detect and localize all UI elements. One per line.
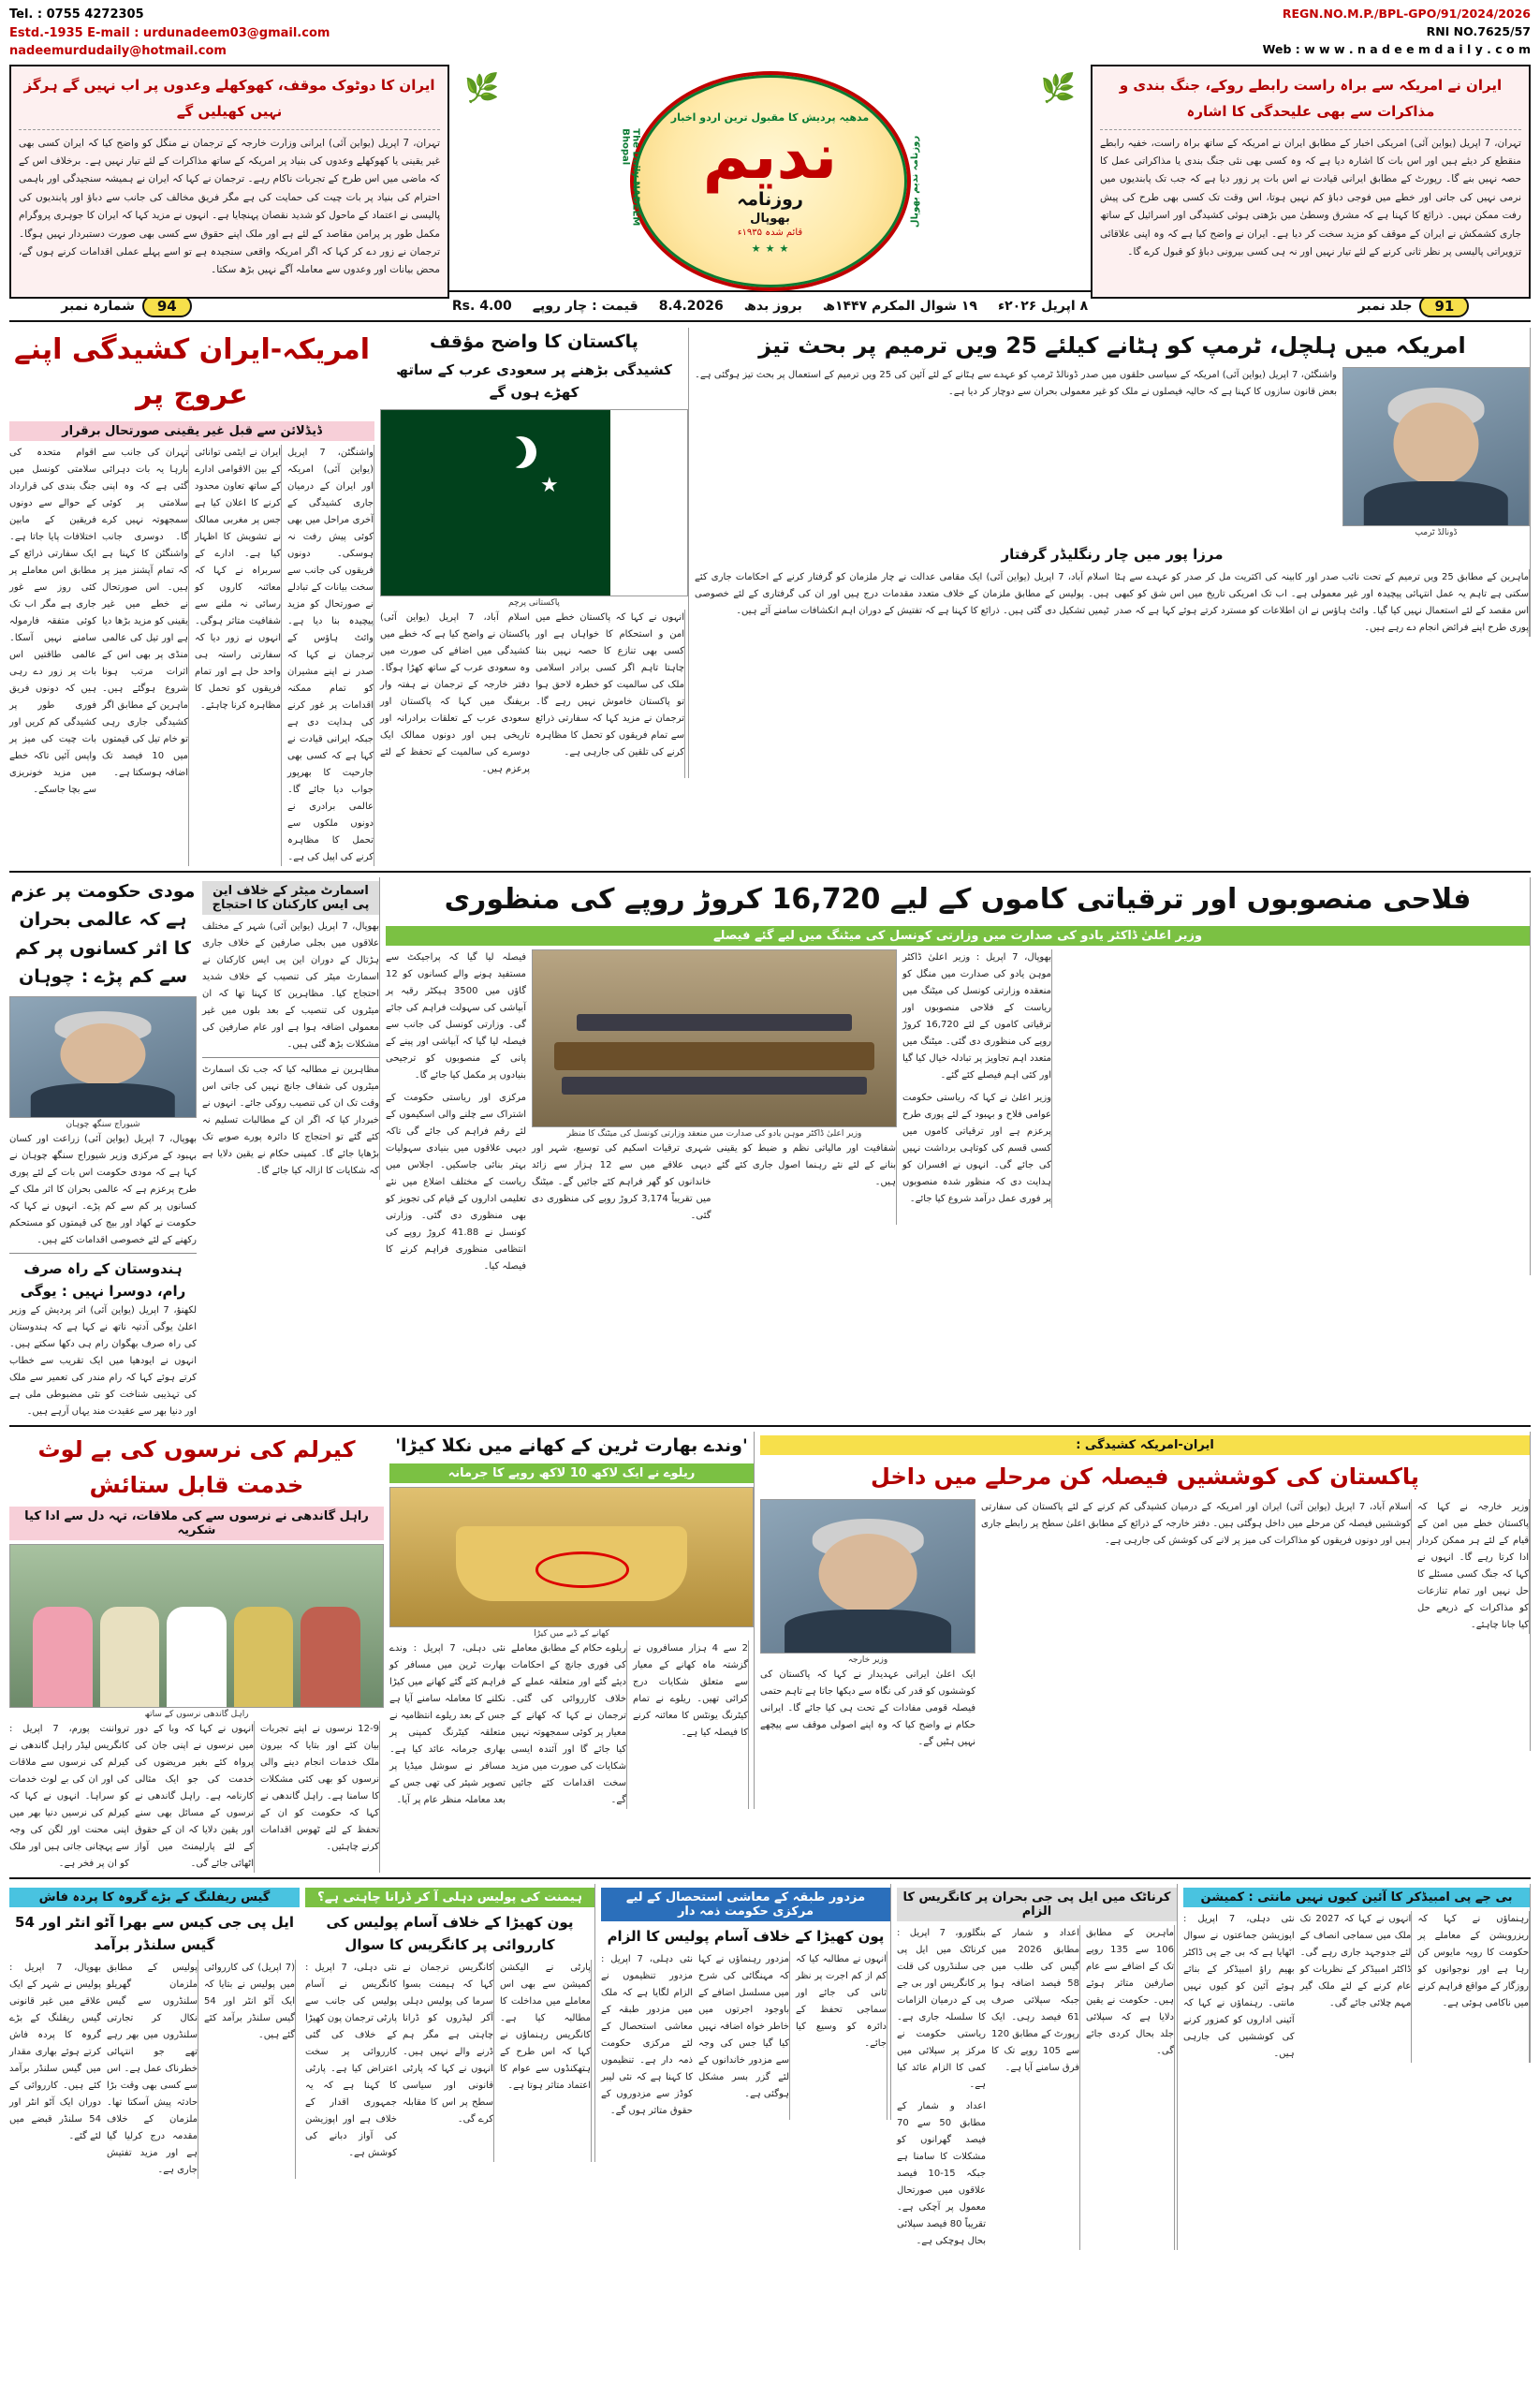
star-icon: ★ [751, 242, 761, 255]
chouhan-col-1: بھوپال، 7 اپریل (یواین آئی) زراعت اور کسان بہبود کے مرکزی وزیر شیوراج سنگھ چوہان نے کہا ہے کہ مودی حکومت اس بات کے لئے پوری طرح پرعزم ہے کہ عالمی بحران کا اثر ملک کے کسانوں پر کم سے کم پڑے۔ انہوں نے کہا کہ حکومت نے کھاد اور بیج کی قیمتوں کو مستحکم رکھنے کے لئے خصوصی اقدامات کئے ہیں۔ [9, 1133, 198, 1245]
trump-photo-caption: ڈونالڈ ٹرمپ [1415, 528, 1458, 538]
divider-chouhan [9, 1253, 197, 1254]
price-value: Rs. 4.00 [451, 299, 512, 314]
ambedkar-col-3: رہنماؤں نے کہا کہ ریزرویشن کے معاملے پر حکومت کا رویہ مایوس کن رہا ہے اور نوجوانوں کو روزگار کے مواقع فراہم کرنے میں ناکامی ہوئی ہے۔ [1417, 1911, 1530, 2063]
train-col-2: ریلوے حکام کے مطابق معاملے کی فوری جانچ کے احکامات دیئے گئے اور متعلقہ عملے کے خلاف کارروائی کی گئی۔ ترجمان نے کہا کہ کھانے کے معیار پر کوئی سمجھوتہ نہیں کیا جائے گا اور آئندہ ایسی شکایات کی صورت میں مزید سخت اقدامات کئے جائیں گے۔ [511, 1640, 627, 1809]
pakistan-columns [380, 610, 688, 778]
kerala-story [9, 1432, 384, 1874]
lead-story [9, 328, 374, 866]
masthead-top-bar [9, 6, 1531, 61]
masthead-left-story [9, 65, 449, 299]
logo-side-right-text: روزنامہ ندیم بھوپال [909, 135, 920, 228]
masthead-right-body: تہران، 7 اپریل (یواین آئی) امریکی اخبار کے مطابق ایران نے امریکہ کے ساتھ براہ راست، خفیہ رابطے منقطع کر دیئے ہیں اور اس بات کا اشارہ دیا ہے کہ وہ کسی بھی نئی جنگ بندی یا مذاکراتی عمل کا حصہ نہیں بنے گا۔ رپورٹ کے مطابق ایرانی قیادت نے اس بات پر زور دیا ہے کہ جب تک پابندیوں میں نرمی نہیں کی جاتی اور خطے میں فوجی دباؤ کم نہیں ہوتا، اس وقت تک کسی بھی طرح کی پیش رفت ممکن نہیں۔ ذرائع کا کہنا ہے کہ مشرق وسطیٰ میں بڑھتی ہوئی کشیدگی اور اسرائیل کے ساتھ جاری کشمکش نے ایران کے موقف کو مزید سخت کر دیا ہے۔ ایران نے واضح کیا ہے کہ وہ اپنی علاقائی تزویراتی پالیسی پر نظر ثانی کرنے کے لئے تیار نہیں اور نہ ہی کسی بیرونی دباؤ کو قبول کرے گا۔ [1100, 137, 1521, 258]
chouhan-story [9, 877, 197, 1420]
photo-table-shape [554, 1042, 873, 1070]
trump-text-block [695, 367, 1337, 539]
volume-number-label: جلد نمبر [1357, 299, 1413, 314]
gas-col-3: (7 اپریل) کی کارروائی میں پولیس نے بتایا کہ ایک آٹو انٹر اور 54 گیس سلنڈر برآمد کئے گئے ہیں۔ [204, 1960, 296, 2179]
row-2 [9, 877, 1531, 1420]
iran-pak-photo [760, 1499, 975, 1654]
logo-title: ندیم [702, 119, 838, 194]
lead-columns [9, 445, 374, 866]
iran-pak-headline: پاکستان کی کوششیں فیصلہ کن مرحلے میں داخل [871, 1463, 1419, 1490]
labour-col-2: مزدور رہنماؤں نے کہا کہ مہنگائی کی شرح میں مسلسل اضافے کے باوجود اجرتوں میں خاطر خواہ اضافہ نہیں کیا گیا جس کی وجہ سے مزدور خاندانوں کے لئے گزر بسر مشکل ہوگئی ہے۔ [698, 1951, 790, 2120]
trump-col-3: ماہرین کے مطابق 25 ویں ترمیم کے تحت نائب صدر اور کابینہ کی اکثریت مل کر صدر کو عہدے سے ہٹا سکتی ہے تاہم یہ عمل انتہائی پیچیدہ اور غیر معمولی ہے۔ اب تک امریکی تاریخ میں اس شق کو کبھی اس مقصد کے لئے استعمال نہیں کیا گیا۔ وائٹ ہاؤس نے ان اطلاعات کو مسترد کرتے ہوئے کہا ہے کہ صدر پوری طرح اپنے فرائض انجام دے رہے ہیں۔ [1115, 569, 1531, 637]
newspaper-logo [620, 71, 920, 291]
labour-col-1: نئی دہلی، 7 اپریل : مزدور تنظیموں نے الزام لگایا ہے کہ ملک میں مزدور طبقہ کے معاشی استحصال کے لئے مرکزی حکومت ذمہ دار ہے۔ تنظیموں کا کہنا ہے کہ نئی لیبر کوڈز سے مزدوروں کے حقوق متاثر ہوں گے۔ [601, 1954, 693, 2117]
lead-kicker: ڈیڈلائن سے قبل غیر یقینی صورتحال برقرار [9, 421, 374, 441]
logo-area [455, 65, 1085, 299]
logo-tagline: مدھیہ پردیش کا مقبول ترین اردو اخبار [670, 110, 870, 124]
train-story [389, 1432, 755, 1809]
welfare-body [386, 949, 1530, 1275]
pakistan-subheadline: کشیدگی بڑھنے پر سعودی عرب کے ساتھ کھڑے ہوں گے [396, 361, 672, 402]
masthead-right-headline: ایران نے امریکہ سے براہ راست رابطے روکے، جنگ بندی و مذاکرات سے بھی علیحدگی کا اشارہ [1100, 72, 1521, 130]
logo-city: بھوپال [750, 211, 790, 226]
price-label-urdu: قیمت : چار روپے [532, 299, 638, 314]
kerala-columns [9, 1721, 384, 1873]
train-kicker: ریلوے نے ایک لاکھ 10 لاکھ روپے کا جرمانہ [389, 1463, 754, 1483]
photo-person-shape [234, 1607, 294, 1707]
hijri-date: ۱۹ شوال المکرم ۱۴۴۷ھ [822, 299, 977, 314]
trump-photo [1342, 367, 1530, 526]
welfare-col-right [902, 949, 1052, 1208]
train-col-1: نئی دہلی، 7 اپریل : وندے بھارت ٹرین میں مسافر کو فراہم کئے گئے کھانے میں کیڑا نکلنے کا معاملہ سامنے آیا ہے جس کے بعد ریلوے انتظامیہ نے متعلقہ کیٹرنگ کمپنی پر بھاری جرمانہ عائد کیا ہے۔ مسافر نے سوشل میڈیا پر تصویر شیئر کی تھی جس کے بعد معاملہ منظر عام پر آیا۔ [389, 1642, 506, 1805]
wheat-right-icon: 🌿 [1040, 71, 1076, 105]
rni-line: RNI NO.7625/57 [1426, 23, 1531, 38]
masthead [9, 6, 1531, 287]
star-icon: ★ [779, 242, 789, 255]
karnataka-lpg-story [897, 1884, 1178, 2250]
trump-col-2: اسلام آباد، 7 اپریل (یواین آئی) ایک مقامی عدالت نے چار ملزمان کو گرفتار کرنے کے احکامات جاری کئے ہیں۔ پولیس کے مطابق ملزمان کے خلاف متعدد مقدمات درج ہیں اور ان کی گرفتاری کے لئے خصوصی ٹیمیں تشکیل دی گئی ہیں۔ ذرائع کا کہنا ہے کہ تفتیش کے دوران اہم انکشافات سامنے آئے ہیں۔ [695, 572, 1109, 617]
pakistan-col-2: انہوں نے کہا کہ پاکستان خطے میں امن و استحکام کا خواہاں ہے اور کسی بھی تنازع کا حصہ نہیں بننا چاہتا تاہم اگر کسی برادر اسلامی ملک کی سالمیت کو خطرہ لاحق ہوا تو پاکستان خاموش نہیں رہے گا۔ ترجمان نے مزید کہا کہ سفارتی ذرائع سے تمام فریقوں کو تحمل کا مظاہرہ کرنے کی تلقین کی جارہی ہے۔ [535, 610, 685, 778]
photo-person-shape [167, 1607, 227, 1707]
hemant-col-1: نئی دہلی، 7 اپریل : کانگریس نے آسام پولیس کی جانب سے پارٹی ترجمان پون کھیڑا کے خلاف کی گئی کارروائی پر سخت اعتراض کیا ہے۔ پارٹی کا کہنا ہے کہ یہ جمہوری اقدار کے خلاف ہے اور اپوزیشن کی آواز دبانے کی کوشش ہے۔ [305, 1963, 397, 2159]
issue-number-badge: 94 [142, 295, 192, 317]
yogi-col-1: لکھنؤ، 7 اپریل (یواین آئی) اتر پردیش کے وزیر اعلیٰ یوگی آدتیہ ناتھ نے کہا ہے کہ ہندوستان کی راہ صرف بھگوان رام ہی دکھا سکتے ہیں۔ انہوں نے ایودھیا میں ایک تقریب سے خطاب کرتے ہوئے کہا کہ رام مندر کی تعمیر سے ملک کی تہذیبی شناخت کو نئی مضبوطی ملی ہے اور دنیا بھر سے عقیدت مند یہاں آرہے ہیں۔ [9, 1304, 197, 1417]
welfare-story [386, 877, 1531, 1275]
karnataka-kicker: کرناٹک میں ایل پی جی بحران پر کانگریس کا الزام [897, 1888, 1177, 1921]
hemant-kicker: ہیمنت کی پولیس دہلی آ کر ڈرانا چاہتی ہے؟ [305, 1888, 594, 1907]
trump-headline: امریکہ میں ہلچل، ٹرمپ کو ہٹانے کیلئے 25 ویں ترمیم پر بحث تیز [758, 332, 1466, 359]
trump-top-row [695, 367, 1530, 539]
welfare-right-p2: وزیر اعلیٰ نے کہا کہ ریاستی حکومت عوامی فلاح و بہبود کے لئے پوری طرح پرعزم ہے اور ترقیاتی کاموں میں کسی قسم کی کوتاہی برداشت نہیں کی جائے گی۔ انہوں نے افسران کو ہدایت دی کہ منظور شدہ منصوبوں پر فوری عمل درآمد شروع کیا جائے۔ [902, 1093, 1051, 1204]
welfare-kicker: وزیر اعلیٰ ڈاکٹر یادو کی صدارت میں وزارتی کونسل کی میٹنگ میں لیے گئے فیصلے [386, 926, 1530, 946]
smart-meter-col-1: بھوپال، 7 اپریل (یواین آئی) شہر کے مختلف علاقوں میں بجلی صارفین کے خلاف جاری ہڑتال کے دوران این پی ایس کارکنان نے اسمارٹ میٹر کی تنصیب کے خلاف شدید احتجاج کیا۔ مظاہرین کا کہنا تھا کہ ان میٹروں کی تنصیب کے بعد بلوں میں غیر معمولی اضافہ ہوا ہے اور عام صارفین کی مشکلات بڑھ گئی ہیں۔ [202, 921, 380, 1050]
masthead-left-body: تہران، 7 اپریل (یواین آئی) ایرانی وزارت خارجہ کے ترجمان نے منگل کو واضح کیا کہ ایران کسی بھی غیر یقینی یا کھوکھلے وعدوں کی بنیاد پر امریکہ کے ساتھ مذاکرات کے لئے تیار نہیں ہے۔ برخلاف اس کے کہ ماضی میں اس طرح کے تجربات ناکام رہے۔ ترجمان نے کہا کہ ایران نے ہمیشہ سنجیدگی اور باہمی احترام کی بنیاد پر بات چیت کی حمایت کی ہے مگر فریق مخالف کی جانب سے دباؤ اور پابندیوں کی پالیسی نے اعتماد کے ماحول کو شدید نقصان پہنچایا ہے۔ انہوں نے مزید کہا کہ ایران کا جوہری پروگرام مکمل طور پر پرامن مقاصد کے لئے ہے اور ملک اپنے حقوق سے کسی بھی صورت دستبردار نہیں ہوگا۔ ترجمان نے زور دے کر کہا کہ اگر امریکہ واقعی سنجیدہ ہے تو اسے پہلے عملی اقدامات کرنے ہوں گے، محض بیانات اور وعدوں سے معاملہ آگے نہیں بڑھ سکتا۔ [19, 137, 440, 276]
mirzapur-subheadline: مرزا پور میں چار رنگلیڈر گرفتار [1001, 546, 1224, 564]
welfare-col-left [386, 949, 526, 1275]
gas-refilling-columns [9, 1960, 300, 2179]
photo-body-shape [31, 1083, 175, 1117]
welfare-mid-columns [532, 1140, 897, 1225]
train-headline: 'وندے بھارت ٹرین کے کھانے میں نکلا کیڑا' [395, 1434, 748, 1456]
web-line: Web : w w w . n a d e e m d a i l y . c o m [1262, 41, 1531, 56]
hemant-col-3: پارٹی نے الیکشن کمیشن سے بھی اس معاملے میں مداخلت کا مطالبہ کیا ہے۔ کانگریس رہنماؤں نے کہا کہ اس طرح کے ہتھکنڈوں سے عوام کا اعتماد متاثر ہوتا ہے۔ [500, 1960, 592, 2162]
volume-number-badge: 91 [1419, 295, 1469, 317]
row-3 [9, 1432, 1531, 1874]
pakistan-headline: پاکستان کا واضح مؤقف [430, 331, 638, 352]
logo-stars [752, 238, 789, 256]
iran-pak-body [760, 1499, 1530, 1751]
hemant-subhead: پون کھیڑا کے خلاف آسام پولیس کی کارروائی پر کانگریس کا سوال [326, 1914, 574, 1954]
regn-line: REGN.NO.M.P./BPL-GPO/91/2024/2026 [1282, 7, 1531, 21]
date-value: 8.4.2026 [658, 299, 724, 314]
ambedkar-col-2: انہوں نے کہا کہ 2027 تک ملک میں سماجی انصاف کے لئے جدوجہد جاری رہے گی۔ ڈاکٹر امبیڈکر کے نظریات کو عام کرنے کے لئے ملک گیر مہم چلائی جائے گی۔ [1300, 1911, 1413, 2063]
chouhan-headline: مودی حکومت پر عزم ہے کہ عالمی بحران کا اثر کسانوں پر کم سے کم پڑے : چوہان [10, 881, 196, 988]
kerala-col-2: انہوں نے کہا کہ وبا کے دور میں نرسوں نے اپنی جان کی پرواہ کئے بغیر مریضوں کی خدمت کی جو ایک مثالی کارنامہ ہے۔ راہل گاندھی نے نرسوں کے مسائل بھی سنے اور یقین دلایا کہ ان کے حقوق کے لئے پارلیمنٹ میں آواز اٹھائی جائے گی۔ [135, 1721, 255, 1873]
photo-chairs-shape [562, 1077, 867, 1095]
yogi-headline: ہندوستان کے راہ صرف رام، دوسرا نہیں : یوگی [20, 1259, 186, 1300]
ambedkar-story [1183, 1884, 1531, 2063]
karnataka-p4: اعداد و شمار کے مطابق 50 سے 70 فیصد گھرانوں کو مشکلات کا سامنا ہے جبکہ 15-10 فیصد علاقوں میں صورتحال معمول پر آچکی ہے۔ تقریباً 80 فیصد سپلائی بحال ہوچکی ہے۔ [897, 2101, 987, 2247]
row-1 [9, 328, 1531, 866]
gas-refilling-story [9, 1884, 300, 2179]
train-photo-caption: کھانے کے ڈبے میں کیڑا [534, 1628, 609, 1639]
hemant-columns [305, 1960, 594, 2162]
photo-face-shape [819, 1534, 917, 1613]
ambedkar-kicker: بی جے پی امبیڈکر کا آئین کیوں نہیں مانتی : کمیشن [1183, 1888, 1530, 1907]
pakistan-flag-photo [380, 409, 688, 596]
gregorian-date-urdu: ۸ اپریل ۲۰۲۶ء [997, 299, 1089, 314]
flag-star-icon: ★ [540, 473, 559, 497]
contact-block [9, 6, 330, 61]
lead-col-4: واشنگٹن، 7 اپریل (یواین آئی) امریکہ اور ایران کے درمیان جاری کشیدگی کے آخری مراحل میں بھی کوئی پیش رفت نہ ہوسکی۔ دونوں فریقوں کی جانب سے سخت بیانات کے تبادلے نے صورتحال کو مزید پیچیدہ بنا دیا ہے۔ وائٹ ہاؤس کے ترجمان نے کہا کہ صدر نے اپنے مشیران کو تمام ممکنہ اقدامات پر غور کرنے کی ہدایت دی ہے جبکہ ایرانی قیادت نے کہا ہے کہ کسی بھی جارحیت کا بھرپور جواب دیا جائے گا۔ عالمی برادری نے دونوں ملکوں سے تحمل کا مظاہرہ کرنے کی اپیل کی ہے۔ [287, 445, 374, 866]
crescent-moon-icon [494, 436, 526, 468]
smart-meter-story [202, 877, 380, 1180]
divider-smart [202, 1057, 379, 1058]
issue-number-label: شمارہ نمبر [61, 299, 135, 314]
train-columns [389, 1640, 754, 1809]
kerala-photo-caption: راہل گاندھی نرسوں کے ساتھ [144, 1710, 249, 1720]
trump-col-1: واشنگٹن، 7 اپریل (یواین آئی) امریکہ کے سیاسی حلقوں میں صدر ڈونالڈ ٹرمپ کو عہدے سے ہٹانے کے لئے آئین کی 25 ویں ترمیم کے استعمال پر بحث تیز ہوگئی ہے۔ بعض قانون سازوں کا کہنا ہے کہ حالیہ فیصلوں نے ملک کو غیر معمولی بحران سے دوچار کر دیا ہے۔ [695, 370, 1337, 398]
ambedkar-col-1: نئی دہلی، 7 اپریل : اپوزیشن جماعتوں نے سوال اٹھایا ہے کہ بی جے پی ڈاکٹر بھیم راؤ امبیڈکر کے بنائے ہوئے آئین کو کیوں نہیں مانتی۔ رہنماؤں نے کہا کہ آئینی اداروں کو کمزور کرنے کی کوششیں کی جارہی ہیں۔ [1183, 1914, 1295, 2060]
iran-pak-story [760, 1432, 1531, 1751]
lead-col-2: تہران کی جانب سے بارہا یہ بات دہرائی گئی ہے کہ وہ اپنی سلامتی پر کوئی سمجھوتہ نہیں کرے گا۔ دوسری جانب واشنگٹن کا کہنا ہے کہ تمام آپشنز میز پر ہیں۔ اس صورتحال نے خطے میں غیر یقینی کو مزید بڑھا دیا ہے اور تیل کی عالمی منڈی پر بھی اس کے اثرات مرتب ہونا شروع ہوگئے ہیں۔ ماہرین کے مطابق اگر کشیدگی جاری رہی تو خام تیل کی قیمتوں میں 10 فیصد تک اضافہ ہوسکتا ہے۔ [102, 445, 189, 866]
welfare-left-p2: مرکزی اور ریاستی حکومت کے اشتراک سے چلنے والی اسکیموں کے لئے رقم فراہم کی جائے گی تاکہ دیہی علاقوں میں بنیادی سہولیات بہتر بنائی جاسکیں۔ اجلاس میں ریاست کے مختلف اضلاع میں نئے تعلیمی اداروں کے قیام کی تجویز کو بھی منظوری دی گئی۔ وزارتی کونسل نے 41.88 کروڑ روپے کی انتظامی منظوری فراہم کرنے کا فیصلہ کیا۔ [386, 1093, 526, 1272]
karnataka-col-3: ماہرین کے مطابق 106 سے 135 روپے تک کے اضافے سے عام صارفین متاثر ہوئے ہیں۔ حکومت نے یقین دلایا ہے کہ سپلائی جلد بحال کردی جائے گی۔ [1086, 1925, 1175, 2250]
chouhan-photo-caption: شیوراج سنگھ چوہان [66, 1119, 140, 1129]
iran-pak-col-2: ایک اعلیٰ ایرانی عہدیدار نے کہا کہ پاکستان کی کوششوں کو قدر کی نگاہ سے دیکھا جاتا ہے تاہم حتمی فیصلہ قومی مفادات کے تحت ہی کیا جائے گا۔ ایرانی حکام نے واضح کیا کہ وہ اپنے اصولی موقف سے پیچھے نہیں ہٹیں گے۔ [760, 1669, 975, 1747]
iran-pak-photo-caption: وزیر خارجہ [847, 1654, 888, 1665]
photo-person-shape [33, 1607, 93, 1707]
train-food-photo [389, 1487, 754, 1627]
smart-meter-col-2: مظاہرین نے مطالبہ کیا کہ جب تک اسمارٹ میٹروں کی شفاف جانچ نہیں کی جاتی اس وقت تک ان کی تنصیب روکی جائے۔ انہوں نے خبردار کیا کہ اگر ان کے مطالبات تسلیم نہ کئے گئے تو احتجاج کا دائرہ پورے صوبے تک بڑھایا جائے گا۔ کمپنی حکام نے یقین دلایا ہے کہ شکایات کا ازالہ کیا جائے گا۔ [202, 1065, 379, 1176]
photo-highlight-circle [535, 1551, 630, 1587]
masthead-body [9, 65, 1531, 299]
chouhan-photo [9, 996, 197, 1118]
divider-row3 [9, 1877, 1531, 1879]
photo-face-shape [60, 1023, 145, 1086]
welfare-photo-block [532, 949, 897, 1225]
weekday-urdu: بروز بدھ [743, 299, 802, 314]
gas-refilling-kicker: گیس ریفلنگ کے بڑے گروہ کا پردہ فاش [9, 1888, 300, 1907]
masthead-right-story [1091, 65, 1531, 299]
logo-side-left-text: The Daily NADEEM Bhopal [620, 127, 641, 226]
photo-person-shape [100, 1607, 160, 1707]
wheat-left-icon: 🌿 [464, 71, 500, 105]
kerala-col-1: ترواننت پورم، 7 اپریل : کانگریس لیڈر راہل گاندھی نے کیرلم کی نرسوں سے ملاقات کی اور ان کی بے لوث خدمات کو سراہا۔ انہوں نے کہا کہ کیرلم کی نرسیں دنیا بھر میں اپنی محنت اور لگن کی وجہ سے پہچانی جاتی ہیں اور ملک کو ان پر فخر ہے۔ [9, 1724, 129, 1870]
labour-columns [601, 1951, 890, 2120]
photo-chairs-shape [577, 1014, 853, 1032]
hemant-police-story [305, 1884, 595, 2162]
photo-body-shape [1364, 481, 1508, 525]
lead-col-1: اقوام متحدہ کی سلامتی کونسل میں جنگ بندی کی قرارداد کے حوالے سے دونوں فریقین کے مابین اختلافات پایا جاتا ہے۔ ایک سفارتی ذرائع کے مطابق اس معاملے پر کئی روز سے غور جاری ہے مگر اب تک کوئی متفقہ فارمولہ سامنے نہیں آسکا۔ عالمی طاقتیں اس بات پر زور دے رہی ہیں کہ دونوں فریق فوری طور پر کشیدگی کم کریں اور بات چیت کی میز پر واپس آئیں تاکہ خطے میں مزید خونریزی سے بچا جاسکے۔ [9, 448, 96, 795]
estd-email-line: Estd.-1935 E-mail : urdunadeem03@gmail.com [9, 25, 330, 40]
welfare-headline: فلاحی منصوبوں اور ترقیاتی کاموں کے لیے 16,720 کروڑ روپے کی منظوری [444, 883, 1472, 916]
trump-story [695, 328, 1531, 637]
labour-col-3: انہوں نے مطالبہ کیا کہ کم از کم اجرت پر نظر ثانی کی جائے اور سماجی تحفظ کے دائرہ کو وسیع کیا جائے۔ [796, 1951, 887, 2120]
kerala-kicker: راہل گاندھی نے نرسوں سے کی ملاقات، تہہ دل سے ادا کیا شکریہ [9, 1507, 384, 1540]
labour-subhead: پون کھیڑا کے خلاف آسام پولیس کا الزام [607, 1928, 885, 1946]
logo-established: قائم شدہ ۱۹۳۵ء [737, 227, 803, 238]
email2-line: nadeemurdudaily@hotmail.com [9, 44, 227, 58]
welfare-mid-col-2: شفافیت اور مالیاتی نظم و ضبط کو یقینی بنانے کے لئے نئے رہنما اصول جاری کئے گئے ہیں۔ [717, 1140, 898, 1225]
kerala-nurses-photo [9, 1544, 384, 1708]
labour-story [601, 1884, 891, 2120]
gas-refilling-subhead: ایل پی جی کیس سے بھرا آٹو انٹر اور 54 گیس سلنڈر برآمد [15, 1914, 294, 1954]
welfare-mid-col-1: شہری ترقیات اسکیم کی توسیع، شہر اور دیہی علاقے میں سے 12 ہزار سے زائد خاندانوں کو گھر فراہم کئے جائیں گے۔ میٹنگ میں تقریباً 3,174 کروڑ روپے کی منظوری دی گئی۔ [532, 1143, 711, 1221]
iran-pak-photo-block [760, 1499, 975, 1751]
gas-col-2: پولیس کے مطابق ملزمان گھریلو سلنڈروں سے گیس نکال کر تجارتی سلنڈروں میں بھر رہے تھے جو انتہائی خطرناک عمل ہے۔ اس سے کسی بھی وقت بڑا حادثہ پیش آسکتا تھا۔ ملزمان کے خلاف مقدمہ درج کرلیا گیا ہے اور مزید تفتیش جاری ہے۔ [107, 1960, 198, 2179]
masthead-left-headline: ایران کا دوٹوک موقف، کھوکھلے وعدوں پر اب نہیں گے ہرگز نہیں کھیلیں گے [19, 72, 440, 130]
welfare-left-p1: فیصلہ لیا گیا کہ پراجیکٹ سے مستفید ہونے والے کسانوں کو 12 گاؤں میں 3500 ہیکٹر رقبہ پر آبپاشی کی سہولت فراہم کی جائے گی۔ وزارتی کونسل کی جانب سے فیصلہ لیا گیا کہ آبپاشی اور پینے کے پانی کے منصوبوں کو ترجیحی بنیادوں پر مکمل کیا جائے گا۔ [386, 952, 526, 1081]
iran-pak-kicker: ایران-امریکہ کشیدگی : [760, 1435, 1530, 1455]
lead-col-3: ایران نے ایٹمی توانائی کے بین الاقوامی ادارے کے ساتھ تعاون محدود کرنے کا اعلان کیا ہے جس پر مغربی ممالک نے تشویش کا اظہار کیا ہے۔ ادارے کے سربراہ نے کہا کہ معائنہ کاروں کو رسائی نہ ملنے سے شفافیت متاثر ہوگی۔ انہوں نے زور دیا کہ سفارتی راستہ ہی واحد حل ہے اور تمام فریقوں کو تحمل کا مظاہرہ کرنا چاہئے۔ [195, 445, 282, 866]
kerala-col-3: 12-9 نرسوں نے اپنے تجربات بیان کئے اور بتایا کہ بیرون ملک خدمات انجام دینے والی نرسوں کو بھی کئی مشکلات کا سامنا ہے۔ راہل گاندھی نے کہا کہ حکومت کو ان کے تحفظ کے لئے ٹھوس اقدامات کرنے چاہئیں۔ [260, 1721, 380, 1873]
kerala-headline: کیرلم کی نرسوں کی بے لوث خدمت قابل ستائش [37, 1435, 356, 1498]
welfare-right-p1: بھوپال، 7 اپریل : وزیر اعلیٰ ڈاکٹر موہن یادو کی صدارت میں منگل کو منعقدہ وزارتی کونسل کی میٹنگ میں ریاست کے فلاحی منصوبوں اور ترقیاتی کاموں کے لئے 16,720 کروڑ روپے کی منظوری دی گئی۔ میٹنگ میں متعدد اہم تجاویز پر تبادلہ خیال کیا گیا اور کئی اہم فیصلے کئے گئے۔ [902, 952, 1051, 1081]
hemant-col-2: کانگریس ترجمان نے کہا کہ ہیمنت بسوا سرما کی پولیس دہلی آکر لیڈروں کو ڈرانا چاہتی ہے مگر ہم ڈرنے والے نہیں ہیں۔ انہوں نے کہا کہ پارٹی قانونی اور سیاسی سطح پر اس کا مقابلہ کرے گی۔ [403, 1960, 494, 2162]
star-icon: ★ [765, 242, 775, 255]
karnataka-columns [897, 1925, 1177, 2250]
pakistan-col-1: اسلام آباد، 7 اپریل (یواین آئی) پاکستان نے واضح کیا ہے کہ خطے میں کشیدگی میں اضافے کی صورت میں وہ سعودی عرب کے ساتھ کھڑا ہوگا۔ دفتر خارجہ کے ترجمان نے ہفتہ وار بریفنگ میں کہا کہ پاکستان اور سعودی عرب کے تعلقات برادرانہ اور تاریخی ہیں اور دونوں ممالک ایک دوسرے کی سالمیت کے تحفظ کے لئے پرعزم ہیں۔ [380, 612, 531, 775]
cabinet-meeting-photo [532, 949, 897, 1127]
trump-bottom-columns [695, 569, 1530, 637]
photo-body-shape [785, 1610, 951, 1653]
ambedkar-columns [1183, 1911, 1530, 2063]
gas-col-1: بھوپال، 7 اپریل : پولیس نے شہر کے ایک علاقے میں غیر قانونی گیس ریفلنگ کے بڑے گروہ کا پردہ فاش کرتے ہوئے بھاری مقدار میں گیس سلنڈر برآمد کئے ہیں۔ کارروائی کے دوران ایک آٹو انٹر اور 54 سلنڈر قبضے میں لئے گئے۔ [9, 1963, 101, 2142]
karnataka-p1: بنگلورو، 7 اپریل : کرناٹک میں ایل پی جی سلنڈروں کی قلت پر کانگریس اور بی جے پی کے درمیان الزامات کا سلسلہ جاری ہے۔ ریاستی حکومت نے مرکز پر سپلائی میں کمی کا الزام عائد کیا ہے۔ [897, 1928, 986, 2091]
lead-headline: امریکہ-ایران کشیدگی اپنے عروج پر [14, 333, 370, 411]
pakistan-photo-caption: پاکستانی پرچم [508, 598, 560, 609]
smart-meter-kicker: اسمارٹ میٹر کے خلاف این پی ایس کارکنان کا احتجاج [202, 881, 379, 915]
tel-line: Tel. : 0755 4272305 [9, 7, 144, 22]
karnataka-col-1 [897, 1925, 986, 2250]
photo-person-shape [301, 1607, 360, 1707]
cabinet-photo-caption: وزیر اعلیٰ ڈاکٹر موہن یادو کی صدارت میں منعقد وزارتی کونسل کی میٹنگ کا منظر [566, 1129, 862, 1139]
labour-kicker: مزدور طبقہ کے معاشی استحصال کے لیے مرکزی حکومت ذمہ دار [601, 1888, 890, 1921]
karnataka-col-2: اعداد و شمار کے مطابق 2026 میں گیس کی طلب میں 58 فیصد اضافہ ہوا جبکہ سپلائی صرف 61 فیصد رہی۔ ایک رپورٹ کے مطابق 120 سے 105 روپے تک کا فرق سامنے آیا ہے۔ [991, 1925, 1080, 2250]
photo-face-shape [1393, 403, 1478, 484]
iran-pak-col-3: وزیر خارجہ نے کہا کہ پاکستان خطے میں امن کے قیام کے لئے ہر ممکن کردار ادا کرتا رہے گا۔ انہوں نے کہا کہ جنگ کسی مسئلے کا حل نہیں اور تمام تنازعات کو مذاکرات کے ذریعے حل کیا جانا چاہئے۔ [1417, 1499, 1530, 1634]
iran-pak-col-1: اسلام آباد، 7 اپریل (یواین آئی) ایران اور امریکہ کے درمیان کشیدگی کم کرنے کے لئے پاکستان کی سفارتی کوششیں فیصلہ کن مرحلے میں داخل ہوگئی ہیں۔ دفتر خارجہ کے ذرائع کے مطابق اعلیٰ سطح پر رابطے جاری ہیں اور دونوں فریقوں کو مذاکرات کی میز پر لانے کی کوشش کی جارہی ہے۔ [981, 1499, 1412, 1550]
divider-row1 [9, 871, 1531, 873]
divider-row2 [9, 1425, 1531, 1427]
registration-block [1263, 6, 1531, 58]
train-col-3: 2 سے 4 ہزار مسافروں نے گزشتہ ماہ کھانے کے معیار سے متعلق شکایات درج کرائی تھیں۔ ریلوے نے تمام کیٹرنگ یونٹس کا معائنہ کرنے کا فیصلہ کیا ہے۔ [633, 1640, 749, 1809]
logo-subtitle: روزنامہ [737, 188, 803, 210]
trump-photo-block [1342, 367, 1530, 539]
row-4 [9, 1884, 1531, 2250]
pakistan-story [380, 328, 689, 778]
